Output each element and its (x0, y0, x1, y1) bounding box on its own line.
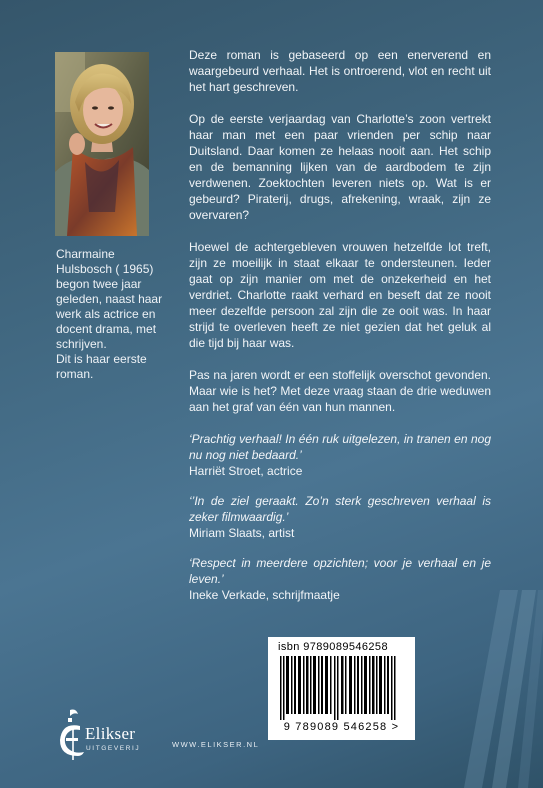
bio-line: schrijven. (56, 337, 107, 351)
publisher-website: WWW.ELIKSER.NL (172, 740, 260, 749)
publisher-sub: UITGEVERIJ (86, 745, 141, 752)
elikser-e-emblem-icon (52, 706, 88, 762)
bio-line: docent drama, met (56, 322, 157, 336)
bio-line: roman. (56, 367, 94, 381)
review (189, 493, 491, 541)
decorative-stripes (430, 590, 543, 788)
bio-line: Dit is haar eerste (56, 352, 147, 366)
bio-line: geleden, naast haar (56, 292, 163, 306)
review-author: Miriam Slaats, artist (189, 526, 295, 540)
blurb-paragraph: Deze roman is gebaseerd op een enerverend en waargebeurd verhaal. Het is ontroerend, vlot en recht uit het hart geschreven. (189, 48, 491, 94)
bio-line: Hulsbosch ( 1965) (56, 262, 154, 276)
review-author: Ineke Verkade, schrijfmaatje (189, 588, 340, 602)
author-portrait-image (55, 52, 149, 236)
isbn-label: isbn 9789089546258 (278, 641, 388, 653)
blurb-paragraph: Pas na jaren wordt er een stoffelijk overschot gevonden. Maar wie is het? Met deze vraag staan de drie weduwen aan het graf van één van hun mannen. (189, 368, 491, 414)
barcode-bars-icon (272, 656, 410, 720)
author-bio (56, 247, 186, 382)
blurb-paragraph: Op de eerste verjaardag van Charlotte’s zoon vertrekt haar man met een paar vrienden per schip naar Duitsland. Daar komen ze helaas nooit aan. Het schip en de bemanning lijken van de aardbodem te zijn verdwenen. Zoektochten leveren niets op. Wat is er gebeurd? Piraterij, drugs, afrekening, wraak, zijn ze overvaren? (189, 112, 491, 222)
review-author: Harriët Stroet, actrice (189, 464, 303, 478)
review (189, 431, 491, 479)
blurb-text (189, 47, 491, 617)
review-quote: ‘Prachtig verhaal! In één ruk uitgelezen, in tranen en nog nu nog niet bedaard.’ (189, 432, 491, 462)
review-quote: ‘’In de ziel geraakt. Zo’n sterk geschreven verhaal is zeker filmwaardig.’ (189, 494, 491, 524)
isbn-digits: 9 789089 546258 > (283, 721, 400, 733)
review-quote: ‘Respect in meerdere opzichten; voor je verhaal en je leven.’ (189, 556, 491, 586)
bio-line: begon twee jaar (56, 277, 142, 291)
bio-line: werk als actrice en (56, 307, 156, 321)
publisher-name: Elikser (85, 724, 136, 743)
bio-line: Charmaine (56, 247, 115, 261)
author-photo (55, 52, 149, 236)
blurb-paragraph: Hoewel de achtergebleven vrouwen hetzelfde lot treft, zijn ze moeilijk in staat elkaar te ondersteunen. Ieder gaat op zijn manier om met de onzekerheid en het verdriet. Charlotte raakt verhard en beseft dat ze nooit meer dezelfde persoon zal zijn die ze ooit was. In haar strijd te overleven heeft ze niet gezien dat het geluk al die tijd bij haar was. (189, 240, 491, 350)
publisher-logo (52, 706, 172, 762)
isbn-barcode (268, 637, 415, 740)
